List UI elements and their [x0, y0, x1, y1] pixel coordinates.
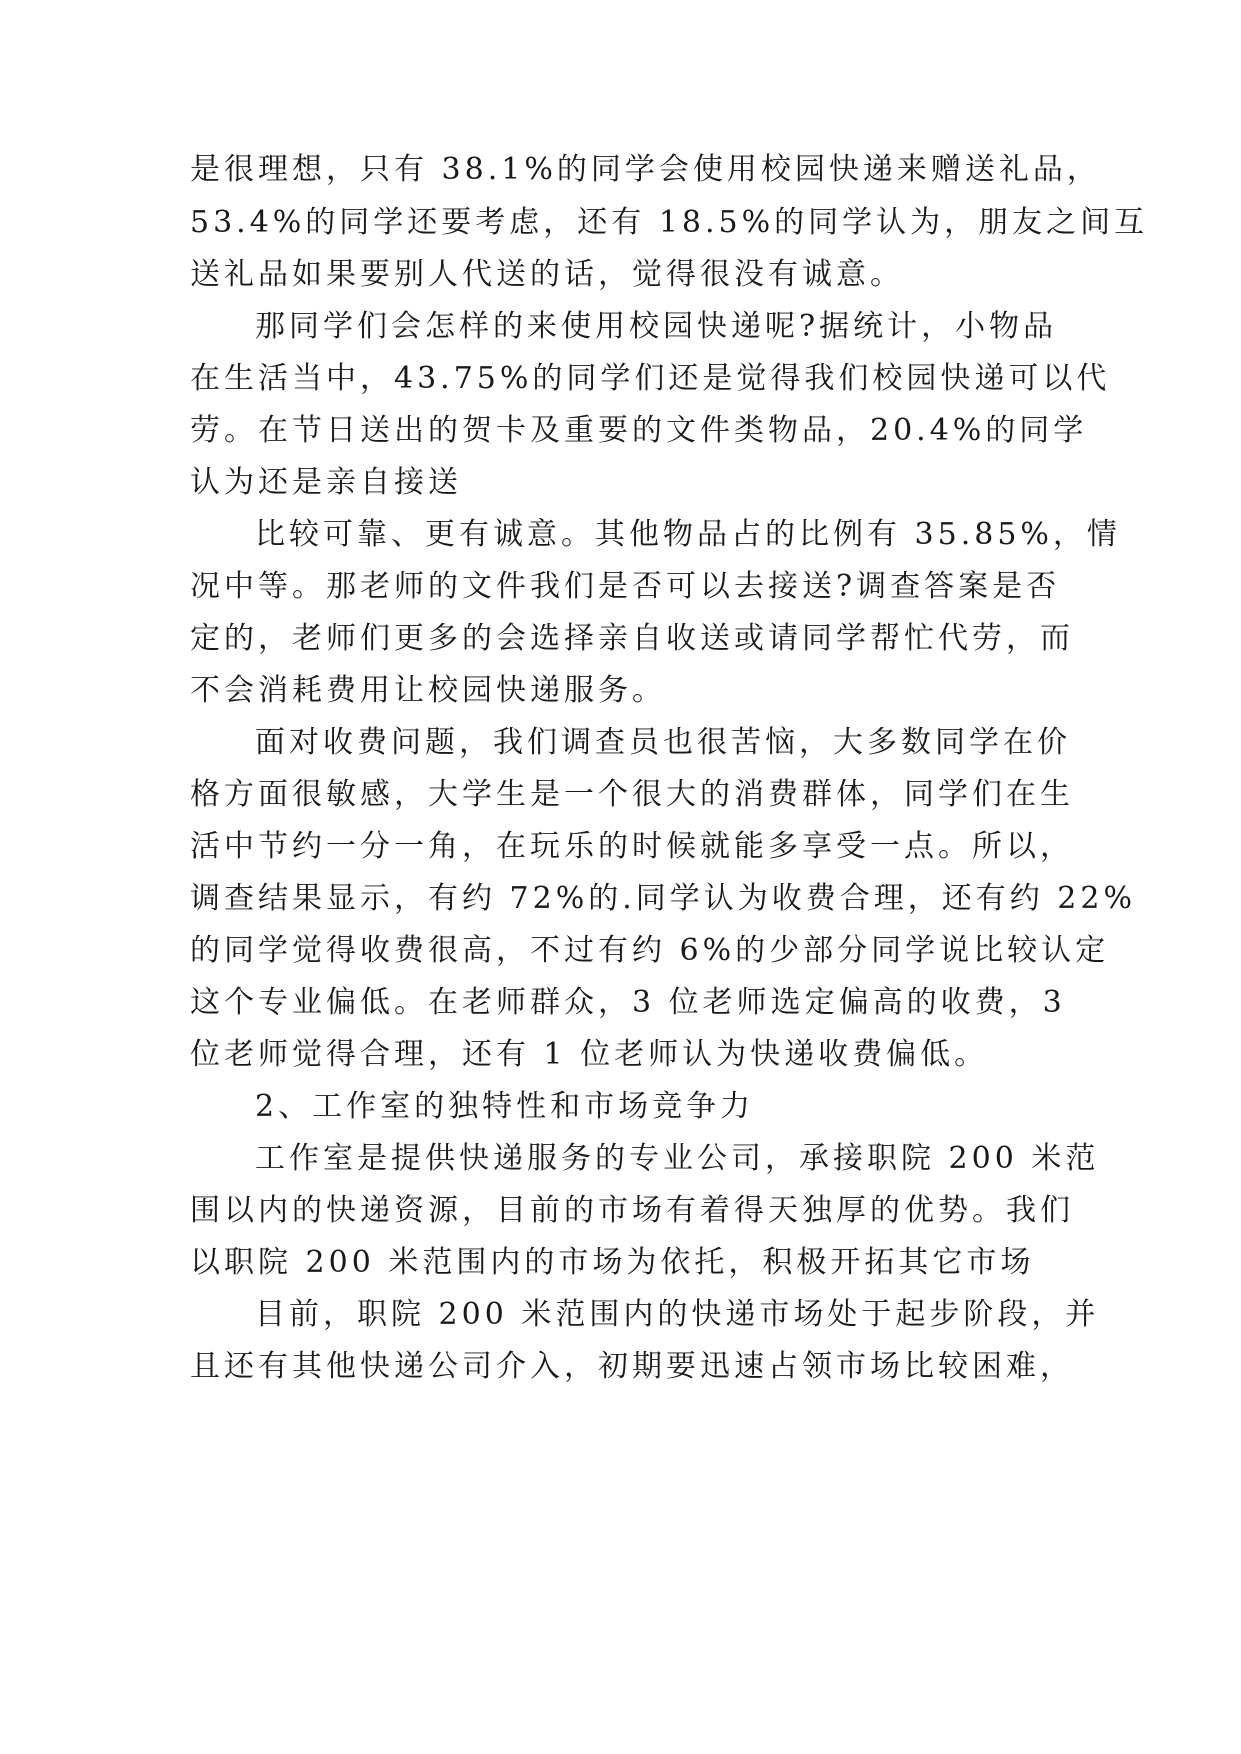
text-line: 位老师觉得合理，还有 1 位老师认为快递收费偏低。	[190, 1037, 989, 1072]
text-line: 活中节约一分一角，在玩乐的时候就能多享受一点。所以，	[190, 829, 1074, 864]
text-line: 的同学觉得收费很高，不过有约 6%的少部分同学说比较认定	[190, 933, 1110, 968]
text-line: 那同学们会怎样的来使用校园快递呢?据统计，小物品	[255, 309, 1058, 344]
text-line: 这个专业偏低。在老师群众，3 位老师选定偏高的收费，3	[190, 985, 1066, 1020]
section-heading: 2、工作室的独特性和市场竞争力	[255, 1089, 755, 1124]
text-line: 调查结果显示，有约 72%的.同学认为收费合理，还有约 22%	[190, 881, 1136, 916]
text-line: 工作室是提供快递服务的专业公司，承接职院 200 米范	[255, 1141, 1100, 1176]
text-line: 目前，职院 200 米范围内的快递市场处于起步阶段，并	[255, 1297, 1100, 1332]
text-line: 格方面很敏感，大学生是一个很大的消费群体，同学们在生	[190, 777, 1074, 812]
text-line: 送礼品如果要别人代送的话，觉得很没有诚意。	[190, 257, 904, 292]
text-line: 在生活当中，43.75%的同学们还是觉得我们校园快递可以代	[190, 361, 1111, 396]
text-line: 53.4%的同学还要考虑，还有 18.5%的同学认为，朋友之间互	[190, 205, 1149, 240]
text-line: 面对收费问题，我们调查员也很苦恼，大多数同学在价	[255, 725, 1071, 760]
text-line: 况中等。那老师的文件我们是否可以去接送?调查答案是否	[190, 569, 1061, 604]
text-line: 且还有其他快递公司介入，初期要迅速占领市场比较困难，	[190, 1349, 1074, 1384]
text-line: 认为还是亲自接送	[190, 465, 462, 500]
text-line: 比较可靠、更有诚意。其他物品占的比例有 35.85%，情	[255, 517, 1121, 552]
text-line: 劳。在节日送出的贺卡及重要的文件类物品，20.4%的同学	[190, 413, 1088, 448]
text-line: 是很理想，只有 38.1%的同学会使用校园快递来赠送礼品，	[190, 152, 1101, 187]
text-line: 围以内的快递资源，目前的市场有着得天独厚的优势。我们	[190, 1193, 1074, 1228]
text-line: 以职院 200 米范围内的市场为依托，积极开拓其它市场	[190, 1245, 1035, 1280]
text-line: 定的，老师们更多的会选择亲自收送或请同学帮忙代劳，而	[190, 621, 1074, 656]
text-line: 不会消耗费用让校园快递服务。	[190, 673, 666, 708]
